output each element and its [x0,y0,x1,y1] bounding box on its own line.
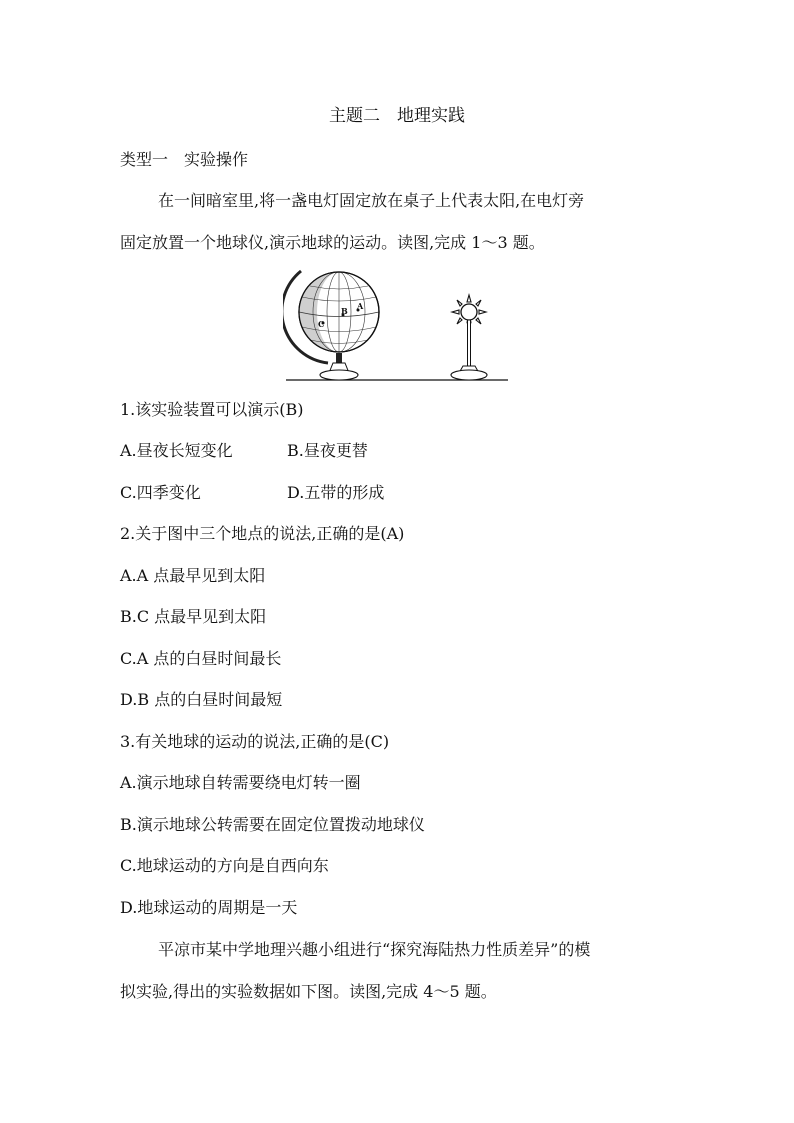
lamp-icon [451,295,487,380]
section-heading: 类型一 实验操作 [120,150,249,169]
question-2-option-c: C.A 点的白昼时间最长 [120,649,282,668]
experiment-figure [283,265,511,387]
question-2-stem: 2.关于图中三个地点的说法,正确的是(A) [120,524,405,543]
question-3-option-a: A.演示地球自转需要绕电灯转一圈 [120,773,361,792]
question-2-option-d: D.B 点的白昼时间最短 [120,690,283,709]
intro-2-line-2: 拟实验,得出的实验数据如下图。读图,完成 4～5 题。 [120,982,497,1001]
point-label-a: A [357,301,364,311]
question-2-option-b: B.C 点最早见到太阳 [120,607,267,626]
point-label-b: B [341,306,348,316]
question-3-stem: 3.有关地球的运动的说法,正确的是(C) [120,732,390,751]
globe-icon [283,271,379,380]
question-1-option-b: B.昼夜更替 [287,441,368,460]
question-1-option-d: D.五带的形成 [287,483,385,502]
intro-1-line-2: 固定放置一个地球仪,演示地球的运动。读图,完成 1～3 题。 [120,233,545,252]
question-3-option-c: C.地球运动的方向是自西向东 [120,856,329,875]
point-label-c: C [318,319,325,329]
question-1-option-a: A.昼夜长短变化 [120,441,233,460]
question-3-option-d: D.地球运动的周期是一天 [120,898,298,917]
question-2-option-a: A.A 点最早见到太阳 [120,566,266,585]
question-1-option-c: C.四季变化 [120,483,201,502]
page-title: 主题二 地理实践 [329,106,465,126]
intro-1-line-1: 在一间暗室里,将一盏电灯固定放在桌子上代表太阳,在电灯旁 [158,191,585,210]
intro-2-line-1: 平凉市某中学地理兴趣小组进行“探究海陆热力性质差异”的模 [158,940,591,959]
question-3-option-b: B.演示地球公转需要在固定位置拨动地球仪 [120,815,425,834]
question-1-stem: 1.该实验装置可以演示(B) [120,400,304,419]
